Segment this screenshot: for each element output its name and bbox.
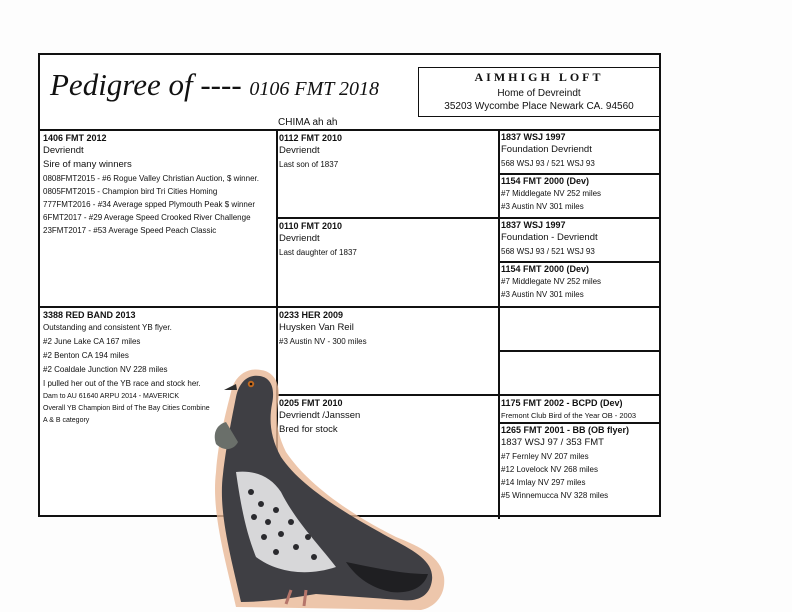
sire-result: 0805FMT2015 - Champion bird Tri Cities Homing [43, 187, 218, 196]
sire-dam-cell [279, 220, 497, 259]
grid-line [498, 129, 500, 519]
ss-sire-band: 1837 WSJ 1997 [501, 132, 566, 142]
dd-sire-cell [501, 397, 659, 422]
loft-name: AIMHIGH LOFT [474, 70, 604, 84]
dd-dam-result: #5 Winnemucca NV 328 miles [501, 491, 609, 500]
sire-band: 1406 FMT 2012 [43, 133, 107, 143]
dam-small-note: Overall YB Champion Bird of The Bay Cities Combine [43, 405, 210, 412]
dd-dam-band: 1265 FMT 2001 - BB (OB flyer) [501, 425, 630, 435]
dam-note: Outstanding and consistent YB flyer. [43, 323, 172, 332]
loft-box [418, 67, 660, 117]
dd-dam-result: #12 Lovelock NV 268 miles [501, 465, 598, 474]
sire-result: 0808FMT2015 - #6 Rogue Valley Christian Auction, $ winner. [43, 174, 259, 183]
loft-address: 35203 Wycombe Place Newark CA. 94560 [444, 101, 634, 112]
sire-sire-cell [279, 132, 497, 171]
ss-sire-strain: Foundation Devriendt [501, 144, 592, 155]
sire-result: 6FMT2017 - #29 Average Speed Crooked River Challenge [43, 213, 251, 222]
dam-band: 3388 RED BAND 2013 [43, 310, 136, 320]
sd-dam-result: #3 Austin NV 301 miles [501, 290, 584, 299]
sire-sire-band: 0112 FMT 2010 [279, 133, 343, 143]
dd-dam-result: #7 Fernley NV 207 miles [501, 452, 589, 461]
dam-note: #2 June Lake CA 167 miles [43, 337, 141, 346]
pigeon-id: 0106 FMT 2018 [249, 78, 380, 100]
dam-small-note: Dam to AU 61640 ARPU 2014 - MAVERICK [43, 393, 180, 400]
dam-dam-note: Bred for stock [279, 424, 338, 435]
pedigree-title [50, 67, 379, 103]
dam-sire-cell [279, 309, 497, 348]
ss-dam-cell [501, 175, 659, 213]
sire-dam-band: 0110 FMT 2010 [279, 221, 343, 231]
dd-dam-line2: 1837 WSJ 97 / 353 FMT [501, 437, 604, 448]
sd-dam-cell [501, 263, 659, 301]
pigeon-photo [196, 362, 446, 612]
ss-dam-result: #3 Austin NV 301 miles [501, 202, 584, 211]
sd-sire-note: 568 WSJ 93 / 521 WSJ 93 [501, 247, 595, 256]
dam-small-note: A & B category [43, 417, 90, 424]
sd-sire-strain: Foundation - Devriendt [501, 232, 598, 243]
sire-dam-note: Last daughter of 1837 [279, 248, 357, 257]
pigeon-nickname: CHIMA ah ah [278, 117, 338, 128]
ss-sire-note: 568 WSJ 93 / 521 WSJ 93 [501, 159, 595, 168]
dd-dam-cell [501, 424, 659, 502]
dam-sire-strain: Huysken Van Reil [279, 322, 354, 333]
dd-sire-note: Fremont Club Bird of the Year OB - 2003 [501, 411, 637, 420]
dam-dam-strain: Devriendt /Janssen [279, 410, 361, 421]
sd-sire-cell [501, 219, 659, 258]
ss-dam-band: 1154 FMT 2000 (Dev) [501, 176, 590, 186]
grid-line [498, 350, 661, 352]
dam-sire-band: 0233 HER 2009 [279, 310, 344, 320]
dam-sire-note: #3 Austin NV - 300 miles [279, 337, 367, 346]
sire-result: 23FMT2017 - #53 Average Speed Peach Classic [43, 226, 217, 235]
dd-dam-result: #14 Imlay NV 297 miles [501, 478, 586, 487]
ss-dam-result: #7 Middlegate NV 252 miles [501, 189, 602, 198]
dam-note: #2 Benton CA 194 miles [43, 351, 129, 360]
sd-dam-band: 1154 FMT 2000 (Dev) [501, 264, 590, 274]
sire-sire-strain: Devriendt [279, 145, 320, 156]
sire-strain: Devriendt [43, 145, 84, 156]
sire-dam-strain: Devriendt [279, 233, 320, 244]
dd-sire-band: 1175 FMT 2002 - BCPD (Dev) [501, 398, 623, 408]
dam-note: I pulled her out of the YB race and stock her. [43, 379, 201, 388]
pigeon-beak [224, 384, 237, 390]
sire-note: Sire of many winners [43, 159, 132, 170]
sire-cell [43, 132, 275, 237]
loft-subtitle: Home of Devreindt [497, 88, 581, 99]
sd-dam-result: #7 Middlegate NV 252 miles [501, 277, 602, 286]
grid-line [40, 306, 661, 308]
ss-sire-cell [501, 131, 659, 170]
dam-dam-band: 0205 FMT 2010 [279, 398, 343, 408]
title-text: Pedigree of ---- [50, 67, 242, 102]
sire-result: 777FMT2016 - #34 Average spped Plymouth Peak $ winner [43, 200, 255, 209]
sd-sire-band: 1837 WSJ 1997 [501, 220, 566, 230]
sire-sire-note: Last son of 1837 [279, 160, 339, 169]
dam-note: #2 Coaldale Junction NV 228 miles [43, 365, 168, 374]
